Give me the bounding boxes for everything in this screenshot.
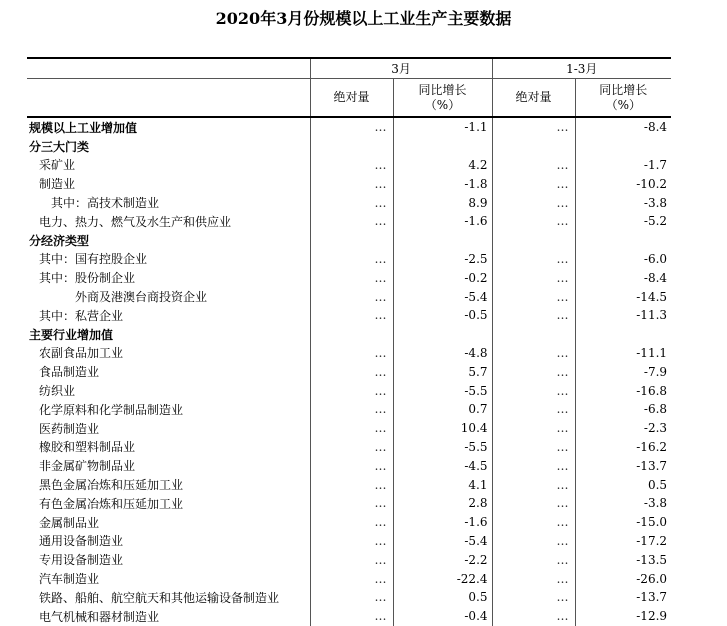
row-name: 制造业 xyxy=(39,177,76,192)
row-name: 电气机械和器材制造业 xyxy=(39,609,160,624)
cell-growth-month: 8.9 xyxy=(393,193,492,212)
cell-growth-month: -2.5 xyxy=(393,250,492,269)
cell-growth-cumulative xyxy=(575,231,671,250)
cell-absolute-month: … xyxy=(310,381,393,400)
header-absolute-cumulative: 绝对量 xyxy=(492,79,575,118)
cell-absolute-month: … xyxy=(310,306,393,325)
row-name: 其中：国有控股企业 xyxy=(39,252,148,267)
cell-growth-cumulative xyxy=(575,325,671,344)
cell-growth-month: -4.8 xyxy=(393,344,492,363)
cell-absolute-cumulative: … xyxy=(492,475,575,494)
row-name: 医药制造业 xyxy=(39,421,100,436)
cell-absolute-month: … xyxy=(310,287,393,306)
cell-absolute-cumulative: … xyxy=(492,268,575,287)
cell-growth-cumulative: -2.3 xyxy=(575,419,671,438)
cell-absolute-cumulative: … xyxy=(492,156,575,175)
cell-absolute-month: … xyxy=(310,550,393,569)
cell-growth-cumulative: -13.7 xyxy=(575,588,671,607)
row-name: 分经济类型 xyxy=(29,233,90,248)
cell-absolute-cumulative: … xyxy=(492,250,575,269)
cell-growth-month: -5.5 xyxy=(393,381,492,400)
cell-absolute-cumulative xyxy=(492,231,575,250)
cell-growth-month: -1.8 xyxy=(393,174,492,193)
cell-growth-month: 10.4 xyxy=(393,419,492,438)
cell-growth-cumulative: -11.3 xyxy=(575,306,671,325)
table-row xyxy=(27,513,671,532)
cell-growth-cumulative: -3.8 xyxy=(575,494,671,513)
table-row xyxy=(27,117,671,137)
cell-absolute-month xyxy=(310,137,393,156)
table-row xyxy=(27,325,671,344)
cell-absolute-month: … xyxy=(310,250,393,269)
cell-growth-month: -5.5 xyxy=(393,438,492,457)
row-name: 外商及港澳台商投资企业 xyxy=(75,290,208,305)
cell-growth-cumulative: -7.9 xyxy=(575,362,671,381)
cell-absolute-cumulative: … xyxy=(492,550,575,569)
table-row xyxy=(27,588,671,607)
cell-growth-month: 0.7 xyxy=(393,400,492,419)
header-growth-cumulative xyxy=(575,79,671,118)
page-title: 2020年3月份规模以上工业生产主要数据 xyxy=(215,9,512,28)
header-absolute-month: 绝对量 xyxy=(310,79,393,118)
cell-absolute-cumulative: … xyxy=(492,456,575,475)
cell-absolute-cumulative: … xyxy=(492,381,575,400)
cell-absolute-month: … xyxy=(310,156,393,175)
cell-growth-cumulative: -16.8 xyxy=(575,381,671,400)
cell-absolute-cumulative: … xyxy=(492,174,575,193)
cell-growth-cumulative: -6.0 xyxy=(575,250,671,269)
cell-growth-month: -0.5 xyxy=(393,306,492,325)
cell-growth-month xyxy=(393,325,492,344)
table-row xyxy=(27,268,671,287)
header-growth-cumulative-line1: 同比增长 xyxy=(599,82,648,97)
cell-absolute-cumulative: … xyxy=(492,532,575,551)
table-row xyxy=(27,438,671,457)
cell-absolute-cumulative xyxy=(492,325,575,344)
row-name: 金属制品业 xyxy=(39,515,100,530)
cell-absolute-month: … xyxy=(310,117,393,137)
cell-growth-cumulative: -13.5 xyxy=(575,550,671,569)
cell-growth-month xyxy=(393,137,492,156)
cell-growth-month xyxy=(393,231,492,250)
cell-growth-month: 5.7 xyxy=(393,362,492,381)
cell-growth-month: 2.8 xyxy=(393,494,492,513)
cell-growth-month: -0.4 xyxy=(393,607,492,626)
cell-growth-month: -1.1 xyxy=(393,117,492,137)
row-name: 专用设备制造业 xyxy=(39,553,124,568)
header-growth-cumulative-line2: （%） xyxy=(605,97,641,112)
header-blank-2 xyxy=(27,79,310,118)
table-row xyxy=(27,532,671,551)
table-row xyxy=(27,569,671,588)
cell-absolute-cumulative: … xyxy=(492,212,575,231)
cell-absolute-month: … xyxy=(310,174,393,193)
cell-absolute-month: … xyxy=(310,419,393,438)
header-cumulative: 1-3月 xyxy=(492,58,671,79)
cell-absolute-month xyxy=(310,231,393,250)
cell-absolute-month: … xyxy=(310,456,393,475)
cell-growth-cumulative: -26.0 xyxy=(575,569,671,588)
table-row xyxy=(27,344,671,363)
cell-growth-cumulative: -3.8 xyxy=(575,193,671,212)
cell-absolute-cumulative: … xyxy=(492,419,575,438)
header-growth-month-line1: 同比增长 xyxy=(418,82,467,97)
table-row xyxy=(27,456,671,475)
cell-growth-cumulative: -16.2 xyxy=(575,438,671,457)
row-name: 其中：高技术制造业 xyxy=(51,196,160,211)
table-row xyxy=(27,381,671,400)
row-name: 橡胶和塑料制品业 xyxy=(39,440,136,455)
cell-absolute-cumulative: … xyxy=(492,287,575,306)
row-name: 化学原料和化学制品制造业 xyxy=(39,402,184,417)
table-row xyxy=(27,250,671,269)
cell-growth-cumulative: -13.7 xyxy=(575,456,671,475)
cell-growth-month: -5.4 xyxy=(393,532,492,551)
row-name: 其中：股份制企业 xyxy=(39,271,136,286)
cell-absolute-month xyxy=(310,325,393,344)
row-name: 分三大门类 xyxy=(29,139,90,154)
cell-growth-month: -22.4 xyxy=(393,569,492,588)
cell-absolute-month: … xyxy=(310,494,393,513)
table-body xyxy=(27,117,671,626)
cell-absolute-cumulative: … xyxy=(492,117,575,137)
table-row xyxy=(27,362,671,381)
row-name: 食品制造业 xyxy=(39,365,100,380)
table-row xyxy=(27,137,671,156)
cell-absolute-cumulative: … xyxy=(492,494,575,513)
header-month: 3月 xyxy=(310,58,492,79)
table-row xyxy=(27,174,671,193)
table-row xyxy=(27,494,671,513)
cell-growth-cumulative: -14.5 xyxy=(575,287,671,306)
cell-absolute-cumulative: … xyxy=(492,193,575,212)
cell-absolute-cumulative: … xyxy=(492,513,575,532)
cell-growth-month: -1.6 xyxy=(393,212,492,231)
row-name: 农副食品加工业 xyxy=(39,346,124,361)
cell-growth-cumulative: -1.7 xyxy=(575,156,671,175)
cell-absolute-month: … xyxy=(310,569,393,588)
cell-absolute-cumulative: … xyxy=(492,362,575,381)
cell-absolute-month: … xyxy=(310,438,393,457)
cell-absolute-cumulative xyxy=(492,137,575,156)
row-name: 黑色金属冶炼和压延加工业 xyxy=(39,478,184,493)
row-name: 电力、热力、燃气及水生产和供应业 xyxy=(39,214,232,229)
cell-growth-cumulative: -17.2 xyxy=(575,532,671,551)
cell-absolute-cumulative: … xyxy=(492,569,575,588)
row-name: 其中：私营企业 xyxy=(39,308,124,323)
cell-absolute-month: … xyxy=(310,607,393,626)
row-name: 有色金属冶炼和压延加工业 xyxy=(39,496,184,511)
cell-growth-cumulative: -5.2 xyxy=(575,212,671,231)
table-row xyxy=(27,193,671,212)
row-name: 通用设备制造业 xyxy=(39,534,124,549)
row-name: 规模以上工业增加值 xyxy=(29,120,138,135)
table-row xyxy=(27,231,671,250)
table-row xyxy=(27,156,671,175)
header-growth-month xyxy=(393,79,492,118)
cell-absolute-month: … xyxy=(310,193,393,212)
cell-growth-month: 0.5 xyxy=(393,588,492,607)
table-row xyxy=(27,306,671,325)
cell-growth-cumulative: -6.8 xyxy=(575,400,671,419)
cell-growth-month: -1.6 xyxy=(393,513,492,532)
cell-growth-month: -2.2 xyxy=(393,550,492,569)
cell-growth-cumulative: -11.1 xyxy=(575,344,671,363)
cell-absolute-cumulative: … xyxy=(492,607,575,626)
table-row xyxy=(27,400,671,419)
row-name: 铁路、船舶、航空航天和其他运输设备制造业 xyxy=(39,590,280,605)
cell-absolute-month: … xyxy=(310,212,393,231)
cell-growth-cumulative: 0.5 xyxy=(575,475,671,494)
cell-absolute-month: … xyxy=(310,588,393,607)
table-row xyxy=(27,419,671,438)
cell-growth-cumulative xyxy=(575,137,671,156)
cell-growth-month: 4.2 xyxy=(393,156,492,175)
cell-absolute-month: … xyxy=(310,532,393,551)
cell-absolute-month: … xyxy=(310,362,393,381)
table-row xyxy=(27,475,671,494)
cell-growth-month: 4.1 xyxy=(393,475,492,494)
header-blank xyxy=(27,58,310,79)
cell-growth-cumulative: -8.4 xyxy=(575,117,671,137)
data-table xyxy=(27,57,671,626)
row-name: 纺织业 xyxy=(39,384,76,399)
cell-growth-cumulative: -10.2 xyxy=(575,174,671,193)
table-row xyxy=(27,550,671,569)
table-header xyxy=(27,58,671,117)
cell-absolute-month: … xyxy=(310,268,393,287)
cell-growth-cumulative: -12.9 xyxy=(575,607,671,626)
cell-growth-month: -4.5 xyxy=(393,456,492,475)
cell-growth-month: -0.2 xyxy=(393,268,492,287)
cell-absolute-cumulative: … xyxy=(492,588,575,607)
cell-absolute-month: … xyxy=(310,513,393,532)
table-row xyxy=(27,212,671,231)
cell-growth-cumulative: -8.4 xyxy=(575,268,671,287)
row-name: 汽车制造业 xyxy=(39,572,100,587)
cell-absolute-cumulative: … xyxy=(492,438,575,457)
cell-absolute-month: … xyxy=(310,400,393,419)
cell-growth-cumulative: -15.0 xyxy=(575,513,671,532)
cell-absolute-month: … xyxy=(310,475,393,494)
cell-absolute-cumulative: … xyxy=(492,344,575,363)
table-row xyxy=(27,287,671,306)
row-name: 主要行业增加值 xyxy=(29,327,114,342)
cell-growth-month: -5.4 xyxy=(393,287,492,306)
cell-absolute-cumulative: … xyxy=(492,306,575,325)
table-row xyxy=(27,607,671,626)
cell-absolute-cumulative: … xyxy=(492,400,575,419)
cell-absolute-month: … xyxy=(310,344,393,363)
row-name: 采矿业 xyxy=(39,158,76,173)
row-name: 非金属矿物制品业 xyxy=(39,459,136,474)
header-growth-month-line2: （%） xyxy=(424,97,461,112)
